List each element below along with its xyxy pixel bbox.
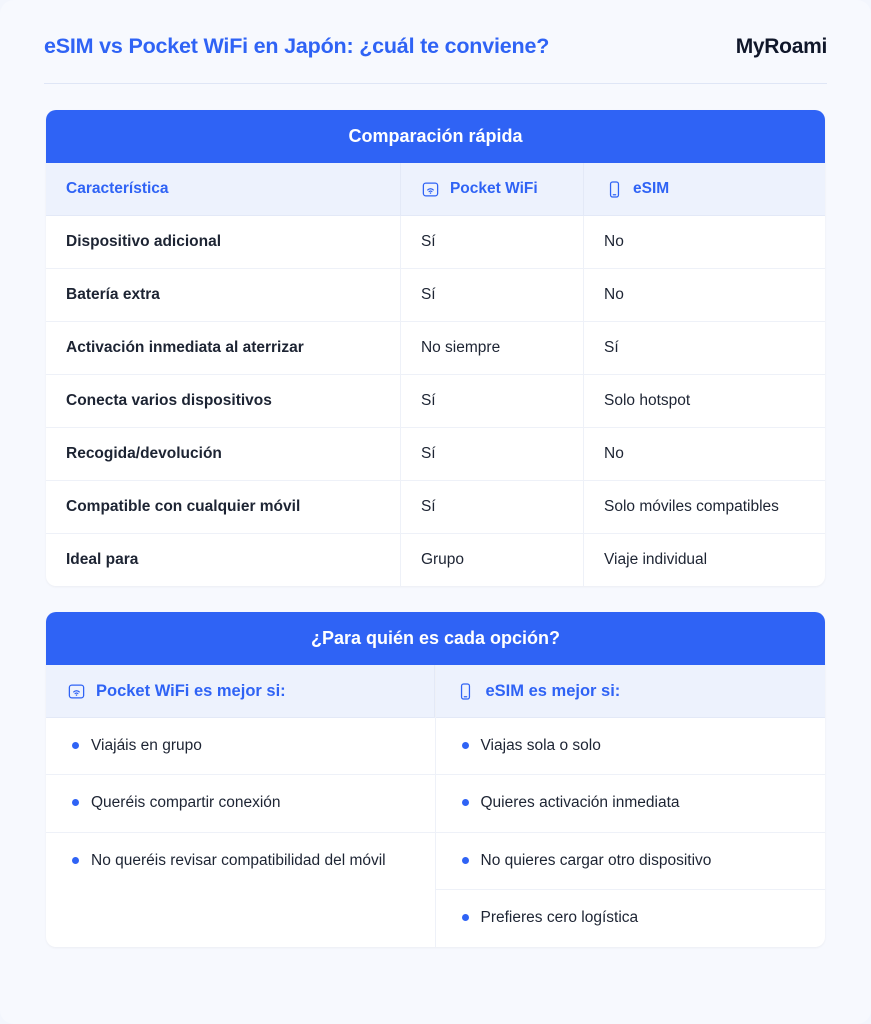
audience-card-title: ¿Para quién es cada opción? xyxy=(46,612,825,665)
column-header-esim-label: eSIM xyxy=(633,180,670,197)
audience-columns xyxy=(46,665,825,947)
comparison-table-head xyxy=(46,163,825,216)
row-pocket-value: Sí xyxy=(400,481,583,534)
bullet-icon xyxy=(462,857,469,864)
row-feature: Dispositivo adicional xyxy=(46,216,400,269)
table-row xyxy=(46,481,825,534)
list-item-label: No queréis revisar compatibilidad del móvil xyxy=(91,851,386,869)
table-row xyxy=(46,269,825,322)
row-pocket-value: Sí xyxy=(400,269,583,322)
list-item-label: Quieres activación inmediata xyxy=(480,794,680,812)
row-esim-value: Solo hotspot xyxy=(584,375,826,428)
column-header-esim xyxy=(584,163,826,216)
list-item-label: Prefieres cero logística xyxy=(480,909,639,927)
row-esim-value: No xyxy=(584,269,826,322)
list-item xyxy=(436,718,826,775)
row-feature: Recogida/devolución xyxy=(46,428,400,481)
row-pocket-value: Sí xyxy=(400,428,583,481)
row-esim-value: Solo móviles compatibles xyxy=(584,481,826,534)
bullet-icon xyxy=(462,799,469,806)
sim-phone-icon xyxy=(604,179,624,199)
page-header xyxy=(0,0,871,59)
audience-list-pocket-wifi xyxy=(46,718,435,889)
row-feature: Conecta varios dispositivos xyxy=(46,375,400,428)
header-divider xyxy=(44,83,827,84)
brand-logo: MyRoami xyxy=(735,34,827,58)
row-feature: Activación inmediata al aterrizar xyxy=(46,322,400,375)
list-item-label: Viajáis en grupo xyxy=(91,737,202,754)
bullet-icon xyxy=(72,799,79,806)
list-item-label: No quieres cargar otro dispositivo xyxy=(480,851,712,869)
audience-list-esim xyxy=(436,718,826,947)
list-item-label: Viajas sola o solo xyxy=(480,737,601,754)
list-item-label: Queréis compartir conexión xyxy=(91,794,281,812)
bullet-icon xyxy=(72,857,79,864)
column-header-pocket-wifi xyxy=(400,163,583,216)
audience-column-pocket-wifi xyxy=(46,665,436,947)
row-feature: Batería extra xyxy=(46,269,400,322)
comparison-table xyxy=(46,163,825,586)
table-row xyxy=(46,534,825,587)
page-title: eSIM vs Pocket WiFi en Japón: ¿cuál te conviene? xyxy=(44,34,550,58)
row-pocket-value: No siempre xyxy=(400,322,583,375)
row-esim-value: No xyxy=(584,216,826,269)
table-header-row xyxy=(46,163,825,216)
row-feature: Ideal para xyxy=(46,534,400,587)
comparison-table-body xyxy=(46,216,825,587)
table-row xyxy=(46,428,825,481)
sim-phone-icon xyxy=(456,681,476,701)
row-esim-value: Viaje individual xyxy=(604,551,708,568)
row-pocket-value: Sí xyxy=(400,375,583,428)
row-pocket-value: Grupo xyxy=(400,534,583,587)
column-header-pocket-wifi-label: Pocket WiFi xyxy=(449,180,538,197)
row-feature: Compatible con cualquier móvil xyxy=(46,481,400,534)
audience-heading-pocket-wifi xyxy=(46,665,435,718)
row-esim-value: Sí xyxy=(584,322,826,375)
list-item xyxy=(436,890,826,946)
comparison-card xyxy=(46,110,825,586)
list-item xyxy=(46,718,435,775)
table-row xyxy=(46,375,825,428)
row-pocket-value: Sí xyxy=(400,216,583,269)
audience-heading-esim-label: eSIM es mejor si: xyxy=(485,681,621,700)
audience-card xyxy=(46,612,825,947)
column-header-feature xyxy=(46,163,400,216)
table-row xyxy=(46,322,825,375)
row-esim-value: No xyxy=(584,428,826,481)
bottom-spacer xyxy=(0,947,871,1024)
comparison-card-title: Comparación rápida xyxy=(46,110,825,163)
audience-heading-pocket-wifi-label: Pocket WiFi es mejor si: xyxy=(96,681,286,700)
list-item xyxy=(436,833,826,890)
wifi-icon xyxy=(421,179,441,199)
list-item xyxy=(46,833,435,889)
bullet-icon xyxy=(462,914,469,921)
wifi-icon xyxy=(66,681,86,701)
list-item xyxy=(436,775,826,832)
column-header-feature-label: Característica xyxy=(66,180,169,197)
bullet-icon xyxy=(462,742,469,749)
audience-column-esim xyxy=(436,665,826,947)
table-row xyxy=(46,216,825,269)
audience-heading-esim xyxy=(436,665,826,718)
bullet-icon xyxy=(72,742,79,749)
list-item xyxy=(46,775,435,832)
